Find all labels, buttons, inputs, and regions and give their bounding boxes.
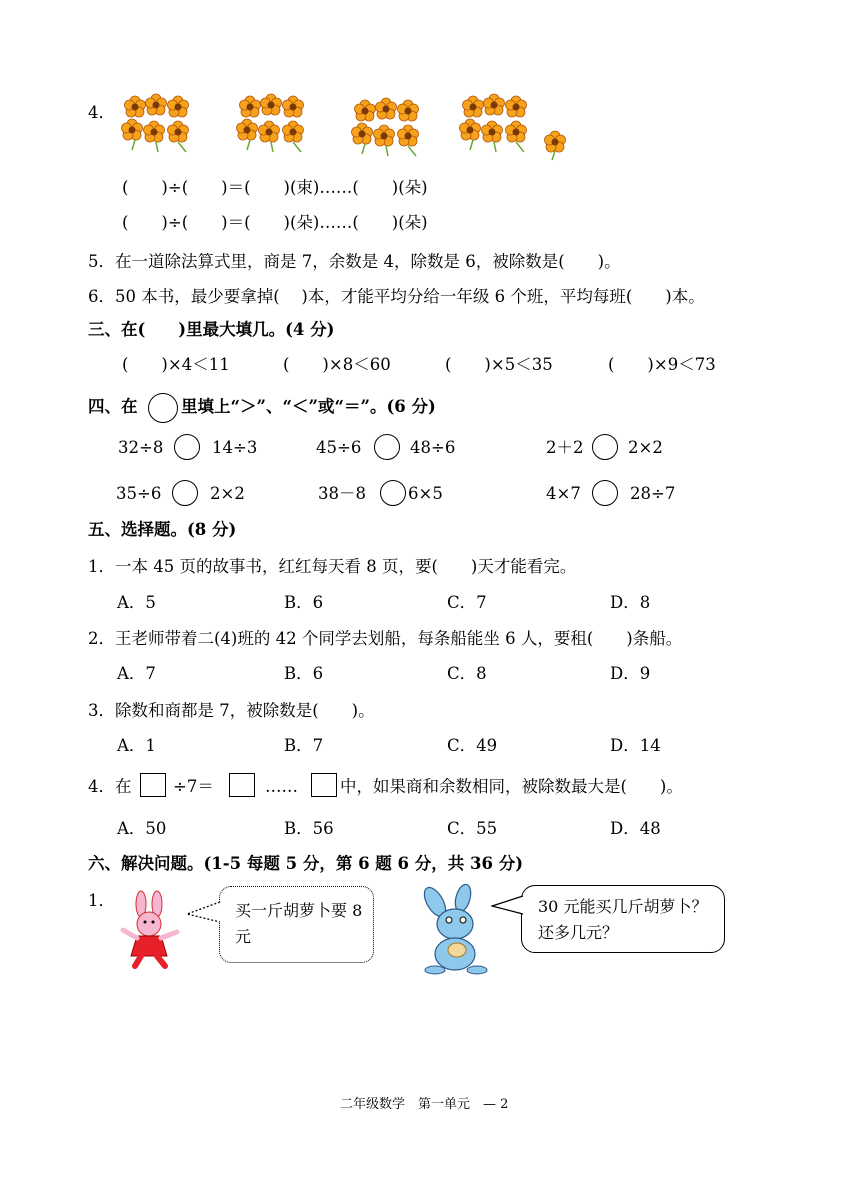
- sec5-q4-opt-c: C．55: [447, 819, 498, 838]
- compare-3-circle[interactable]: [592, 434, 618, 460]
- sec5-q2-opt-d: D．9: [610, 664, 651, 683]
- compare-5-left: 38－8: [318, 484, 366, 503]
- flower-bunch-4: [460, 94, 527, 152]
- sec5-q4-ellipsis: ……: [265, 777, 298, 796]
- compare-1-circle[interactable]: [174, 434, 200, 460]
- sec3-item-2: ( )×8＜60: [283, 355, 391, 374]
- sec5-q3-opt-d: D．14: [610, 736, 661, 755]
- section-4-title-end: 里填上“＞”、“＜”或“＝”。(6 分): [181, 397, 436, 416]
- sec5-q1-opt-b: B．6: [284, 593, 324, 612]
- sec5-q1-opt-a: A．5: [117, 593, 156, 612]
- compare-6-right: 28÷7: [630, 484, 676, 503]
- quotient-box[interactable]: [229, 773, 255, 797]
- sec5-q3: 3．除数和商都是 7，被除数是( )。: [88, 701, 375, 720]
- compare-4-right: 2×2: [210, 484, 245, 503]
- speech-bubble-1: [219, 886, 374, 963]
- speech-bubble-1-text: 买一斤胡萝卜要 8 元: [235, 901, 363, 946]
- compare-2-right: 48÷6: [410, 438, 456, 457]
- compare-1-right: 14÷3: [212, 438, 258, 457]
- compare-4-left: 35÷6: [116, 484, 162, 503]
- sec5-q4-opt-b: B．56: [284, 819, 334, 838]
- sec5-q2: 2．王老师带着二(4)班的 42 个同学去划船，每条船能坐 6 人，要租( )条船。: [88, 629, 683, 648]
- q4-label: 4．: [88, 103, 115, 122]
- sec5-q4-opt-a: A．50: [117, 819, 167, 838]
- flower-bunch-2: [237, 94, 304, 152]
- speech-bubble-2-text: 30 元能买几斤胡萝卜？还多几元？: [538, 897, 708, 942]
- compare-1-left: 32÷8: [118, 438, 164, 457]
- sec5-q2-opt-c: C．8: [447, 664, 487, 683]
- sec5-q1-opt-d: D．8: [610, 593, 651, 612]
- sec5-q1-opt-c: C．7: [447, 593, 487, 612]
- q5-text: 5．在一道除法算式里，商是 7，余数是 4，除数是 6，被除数是( )。: [88, 252, 621, 271]
- flower-bunch-1: [122, 94, 189, 152]
- sec3-item-4: ( )×9＜73: [608, 355, 716, 374]
- page-footer: 二年级数学 第一单元 — 2: [340, 1097, 509, 1112]
- q6-text: 6．50 本书，最少要拿掉( )本，才能平均分给一年级 6 个班，平均每班( )本。: [88, 287, 705, 306]
- sec5-q2-opt-b: B．6: [284, 664, 324, 683]
- compare-5-right: 6×5: [408, 484, 443, 503]
- compare-5-circle[interactable]: [380, 480, 406, 506]
- section-6-title: 六、解决问题。(1-5 每题 5 分，第 6 题 6 分，共 36 分): [88, 854, 524, 873]
- sec5-q3-opt-c: C．49: [447, 736, 498, 755]
- section-5-title: 五、选择题。(8 分): [88, 520, 237, 539]
- flower-bunches-illustration: [120, 92, 580, 162]
- sec5-q4-start: 4．在: [88, 777, 132, 796]
- blue-rabbit-illustration: [415, 884, 495, 976]
- compare-2-circle[interactable]: [374, 434, 400, 460]
- dividend-box[interactable]: [140, 773, 166, 797]
- flower-bunch-3: [352, 98, 419, 156]
- compare-2-left: 45÷6: [316, 438, 362, 457]
- compare-4-circle[interactable]: [172, 480, 198, 506]
- compare-3-right: 2×2: [628, 438, 663, 457]
- q4-answer-line-2: ( )÷( )＝( )(朵)……( )(朵): [122, 213, 428, 232]
- sec5-q3-opt-a: A．1: [117, 736, 156, 755]
- remainder-box[interactable]: [311, 773, 337, 797]
- sec5-q3-opt-b: B．7: [284, 736, 324, 755]
- compare-6-circle[interactable]: [592, 480, 618, 506]
- sec5-q4-end: 中，如果商和余数相同，被除数最大是( )。: [340, 777, 683, 796]
- pink-rabbit-illustration: [115, 890, 185, 970]
- sec3-item-1: ( )×4＜11: [122, 355, 230, 374]
- speech-bubble-1-tail: [186, 900, 222, 926]
- compare-6-left: 4×7: [546, 484, 581, 503]
- speech-bubble-2-tail: [491, 894, 525, 920]
- section-4-title-start: 四、在: [88, 397, 138, 416]
- q4-answer-line-1: ( )÷( )＝( )(束)……( )(朵): [122, 178, 428, 197]
- sec5-q1: 1．一本 45 页的故事书，红红每天看 8 页，要( )天才能看完。: [88, 557, 577, 576]
- section-3-title: 三、在( )里最大填几。(4 分): [88, 320, 335, 339]
- sec6-q1-label: 1．: [88, 891, 115, 910]
- sec5-q4-divide: ÷7＝: [173, 777, 214, 796]
- circle-blank-icon: [148, 393, 178, 423]
- sec5-q2-opt-a: A．7: [117, 664, 156, 683]
- speech-bubble-2: [521, 885, 725, 953]
- sec3-item-3: ( )×5＜35: [445, 355, 553, 374]
- sec5-q4-opt-d: D．48: [610, 819, 661, 838]
- compare-3-left: 2＋2: [546, 438, 584, 457]
- single-flower: [545, 131, 566, 160]
